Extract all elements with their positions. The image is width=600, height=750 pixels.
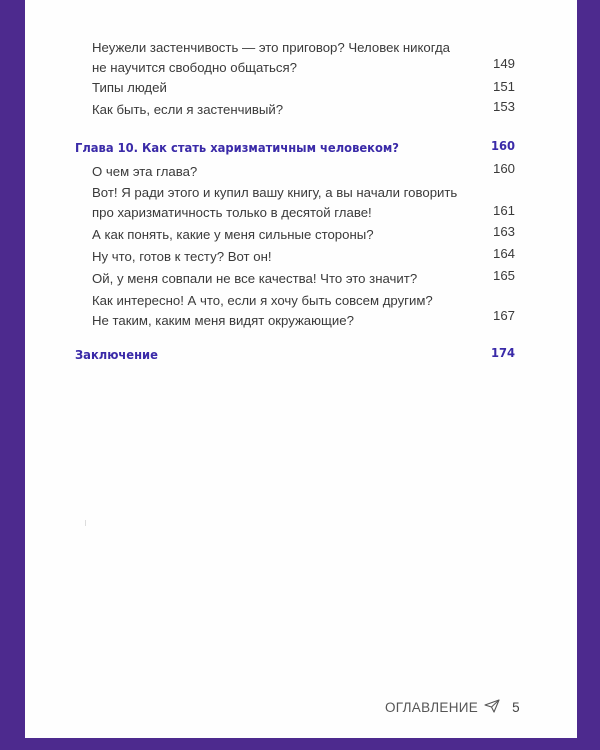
toc-entry-page: 161	[492, 203, 515, 218]
toc-entry-title: Вот! Я ради этого и купил вашу книгу, а вы начали говорить про харизматичность только в десятой главе!	[92, 185, 458, 220]
toc-entry-page: 164	[492, 246, 515, 261]
toc-entry-page: 153	[492, 99, 515, 114]
toc-entry-page: 167	[492, 308, 515, 323]
toc-entry-page: 149	[492, 56, 515, 71]
paper-plane-icon	[484, 699, 500, 716]
page-number: 5	[512, 699, 520, 715]
toc-entry-page: 165	[492, 268, 515, 283]
toc-entry-title: Ой, у меня совпали не все качества! Что это значит?	[92, 271, 418, 286]
divider-mark	[85, 520, 86, 526]
footer-section-label: ОГЛАВЛЕНИЕ	[385, 699, 479, 715]
toc-entry-page: 151	[492, 79, 515, 94]
toc-entry-title: Как интересно! А что, если я хочу быть совсем другим? Не таким, каким меня видят окружающие?	[92, 293, 433, 328]
toc-entry-title: Неужели застенчивость — это приговор? Человек никогда не научится свободно общаться?	[92, 40, 451, 75]
book-page	[25, 0, 577, 738]
toc-entry-page: 160	[492, 161, 515, 176]
toc-entry-title: Как быть, если я застенчивый?	[92, 102, 284, 117]
toc-entry-page: 163	[492, 224, 515, 239]
page-footer	[385, 695, 520, 719]
toc-chapter-page: 174	[490, 346, 515, 361]
toc-entry-title: А как понять, какие у меня сильные стороны?	[92, 227, 374, 242]
toc-entry-title: Ну что, готов к тесту? Вот он!	[92, 249, 272, 264]
toc-chapter-page: 160	[490, 139, 515, 154]
toc-entry-title: О чем эта глава?	[92, 164, 198, 179]
toc-chapter-title: Заключение	[75, 348, 158, 363]
toc-chapter-title: Глава 10. Как стать харизматичным человеком?	[75, 141, 399, 156]
toc-entry-title: Типы людей	[92, 80, 167, 95]
